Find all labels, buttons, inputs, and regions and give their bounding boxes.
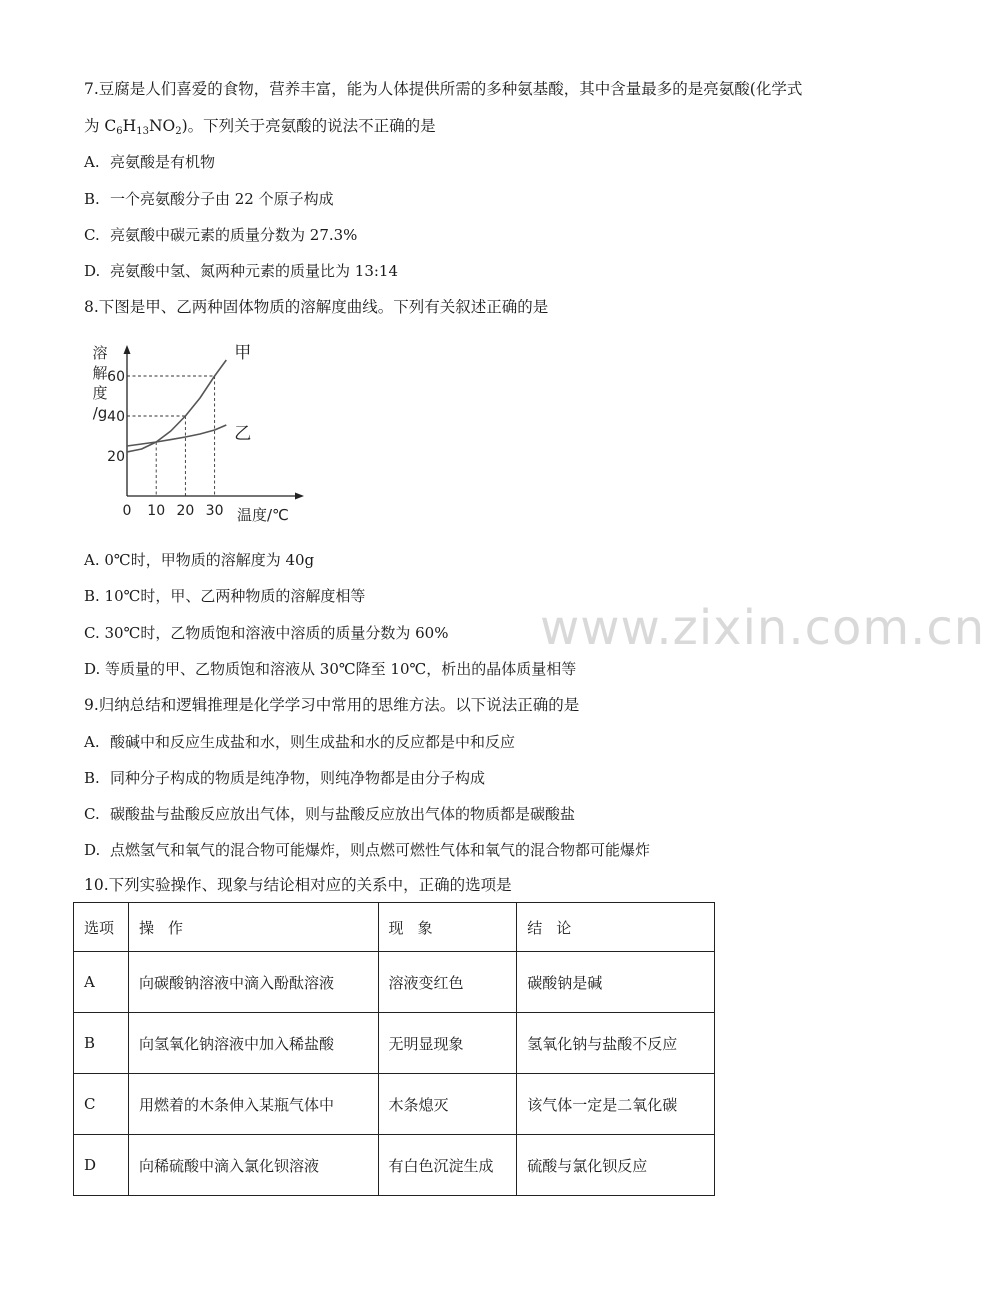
option-text: 亮氨酸是有机物 bbox=[110, 153, 216, 171]
header-conclusion: 结论 bbox=[517, 903, 715, 952]
solubility-chart bbox=[84, 340, 314, 526]
cell-phenomenon: 木条熄灭 bbox=[378, 1074, 517, 1135]
q7-stem-line1: 7.豆腐是人们喜爱的食物，营养丰富，能为人体提供所需的多种氨基酸，其中含量最多的是亮氨酸(化学式 bbox=[84, 80, 803, 98]
q7-sub-13: 13 bbox=[136, 126, 149, 137]
y-tick-label: 60 bbox=[107, 369, 125, 385]
cell-conclusion: 碳酸钠是碱 bbox=[517, 952, 715, 1013]
x-tick-label: 30 bbox=[205, 503, 224, 519]
series-line-yi bbox=[127, 425, 226, 446]
q10-table bbox=[73, 902, 715, 1196]
option-text: 同种分子构成的物质是纯净物，则纯净物都是由分子构成 bbox=[110, 769, 486, 787]
option-text: 碳酸盐与盐酸反应放出气体，则与盐酸反应放出气体的物质都是碳酸盐 bbox=[110, 805, 576, 823]
q7-sub-2: 2 bbox=[175, 126, 182, 137]
y-axis-label: 溶 bbox=[92, 344, 108, 362]
option-label: A. bbox=[84, 733, 100, 751]
option-label: D. bbox=[84, 841, 101, 859]
y-axis-label: 度 bbox=[92, 384, 108, 402]
q10-stem: 10.下列实验操作、现象与结论相对应的关系中，正确的选项是 bbox=[84, 876, 512, 894]
q7-formula-h: H bbox=[122, 117, 137, 135]
option-text: 一个亮氨酸分子由 22 个原子构成 bbox=[110, 190, 334, 208]
cell-phenomenon: 无明显现象 bbox=[378, 1013, 517, 1074]
y-axis-arrow bbox=[124, 345, 131, 354]
option-text: 亮氨酸中碳元素的质量分数为 27.3% bbox=[110, 226, 358, 244]
cell-conclusion: 硫酸与氯化钡反应 bbox=[517, 1135, 715, 1196]
cell-operation: 向稀硫酸中滴入氯化钡溶液 bbox=[128, 1135, 378, 1196]
option-label: D. bbox=[84, 262, 101, 280]
option-label: C. bbox=[84, 805, 100, 823]
series-label: 甲 bbox=[234, 343, 252, 363]
q7-option-b bbox=[84, 189, 334, 209]
table-row bbox=[74, 1013, 715, 1074]
table-row bbox=[74, 1074, 715, 1135]
cell-option: D bbox=[74, 1135, 129, 1196]
cell-operation: 向氢氧化钠溶液中加入稀盐酸 bbox=[128, 1013, 378, 1074]
option-label: B. bbox=[84, 769, 100, 787]
x-tick-label: 0 bbox=[122, 503, 132, 519]
q9-option-d bbox=[84, 840, 650, 860]
y-axis-label: /g bbox=[92, 404, 108, 422]
option-text: 酸碱中和反应生成盐和水，则生成盐和水的反应都是中和反应 bbox=[110, 733, 516, 751]
y-tick-label: 20 bbox=[107, 449, 125, 465]
q8-option-c: C. 30℃时，乙物质饱和溶液中溶质的质量分数为 60% bbox=[84, 624, 449, 642]
table-header-row bbox=[74, 903, 715, 952]
x-tick-label: 10 bbox=[147, 503, 166, 519]
q8-option-b: B. 10℃时，甲、乙两种物质的溶解度相等 bbox=[84, 587, 366, 605]
cell-operation: 向碳酸钠溶液中滴入酚酞溶液 bbox=[128, 952, 378, 1013]
cell-phenomenon: 溶液变红色 bbox=[378, 952, 517, 1013]
cell-conclusion: 该气体一定是二氧化碳 bbox=[517, 1074, 715, 1135]
q9-stem: 9.归纳总结和逻辑推理是化学学习中常用的思维方法。以下说法正确的是 bbox=[84, 696, 580, 714]
header-operation: 操作 bbox=[128, 903, 378, 952]
header-phenomenon: 现象 bbox=[378, 903, 517, 952]
q7-option-d bbox=[84, 261, 398, 281]
option-label: A. bbox=[84, 153, 100, 171]
option-label: B. bbox=[84, 190, 100, 208]
x-tick-label: 20 bbox=[176, 503, 195, 519]
q7-sub-6: 6 bbox=[116, 126, 123, 137]
x-axis-label: 温度/℃ bbox=[237, 506, 289, 524]
q7-formula-pre: 为 C bbox=[84, 117, 117, 135]
cell-conclusion: 氢氧化钠与盐酸不反应 bbox=[517, 1013, 715, 1074]
table-row bbox=[74, 952, 715, 1013]
q7-stem-rest: )。下列关于亮氨酸的说法不正确的是 bbox=[181, 117, 436, 135]
y-axis-label: 解 bbox=[92, 364, 108, 382]
header-option: 选项 bbox=[74, 903, 129, 952]
q8-stem: 8.下图是甲、乙两种固体物质的溶解度曲线。下列有关叙述正确的是 bbox=[84, 298, 549, 316]
option-text: 点燃氢气和氧气的混合物可能爆炸，则点燃可燃性气体和氧气的混合物都可能爆炸 bbox=[110, 841, 651, 859]
q7-formula-no: NO bbox=[148, 117, 176, 135]
q9-option-c bbox=[84, 804, 575, 824]
q8-option-a: A. 0℃时，甲物质的溶解度为 40g bbox=[84, 551, 315, 569]
q9-option-a bbox=[84, 732, 515, 752]
watermark: www.zixin.com.cn bbox=[540, 600, 985, 656]
q7-option-a bbox=[84, 152, 215, 172]
table-row bbox=[74, 1135, 715, 1196]
option-text: 亮氨酸中氢、氮两种元素的质量比为 13:14 bbox=[110, 262, 398, 280]
option-label: C. bbox=[84, 226, 100, 244]
cell-option: C bbox=[74, 1074, 129, 1135]
q9-option-b bbox=[84, 768, 485, 788]
x-axis-arrow bbox=[295, 493, 304, 500]
series-label: 乙 bbox=[234, 424, 252, 444]
cell-option: B bbox=[74, 1013, 129, 1074]
q7-option-c bbox=[84, 225, 357, 245]
q8-option-d: D. 等质量的甲、乙物质饱和溶液从 30℃降至 10℃，析出的晶体质量相等 bbox=[84, 660, 577, 678]
cell-phenomenon: 有白色沉淀生成 bbox=[378, 1135, 517, 1196]
cell-operation: 用燃着的木条伸入某瓶气体中 bbox=[128, 1074, 378, 1135]
cell-option: A bbox=[74, 952, 129, 1013]
y-tick-label: 40 bbox=[107, 409, 125, 425]
q7-stem-line2 bbox=[84, 116, 436, 136]
